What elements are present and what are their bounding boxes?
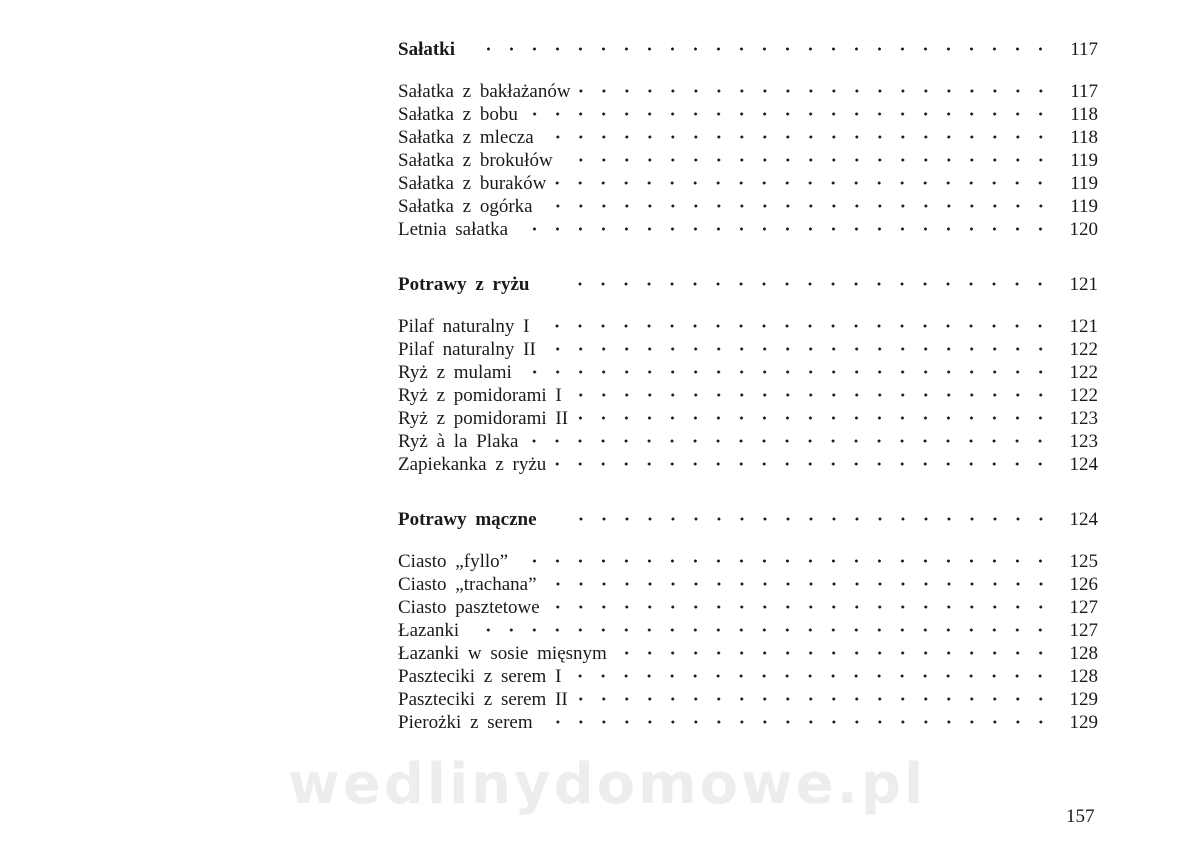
dot-leader	[467, 628, 1052, 632]
entry-title: Łazanki w sosie mięsnym	[398, 643, 607, 664]
dot-leader	[569, 674, 1052, 678]
toc-entry	[398, 573, 1098, 596]
toc-entry	[398, 195, 1098, 218]
entry-title: Sałatka z brokułów	[398, 150, 553, 171]
dot-leader	[545, 582, 1052, 586]
entry-title: Ciasto „fyllo”	[398, 551, 509, 572]
entry-title: Sałatka z buraków	[398, 173, 547, 194]
dot-leader	[544, 347, 1052, 351]
toc-entry	[398, 642, 1098, 665]
toc-entry	[398, 338, 1098, 361]
dot-leader	[561, 282, 1052, 286]
entry-page-number: 123	[1069, 431, 1098, 452]
entry-page-number: 129	[1069, 712, 1098, 733]
entry-title: Ryż z pomidorami I	[398, 385, 562, 406]
section-heading	[398, 36, 1098, 64]
toc-entry	[398, 218, 1098, 241]
toc-entry	[398, 361, 1098, 384]
dot-leader	[548, 605, 1052, 609]
toc-entry	[398, 126, 1098, 149]
toc-entry	[398, 103, 1098, 126]
entry-page-number: 127	[1069, 620, 1098, 641]
entry-title: Sałatka z bakłażanów	[398, 81, 571, 102]
toc-entry	[398, 596, 1098, 619]
dot-leader	[576, 416, 1052, 420]
toc-entry	[398, 80, 1098, 103]
entry-title: Sałatka z ogórka	[398, 196, 533, 217]
entry-page-number: 118	[1070, 104, 1098, 125]
entry-page-number: 123	[1069, 408, 1098, 429]
dot-leader	[537, 324, 1052, 328]
dot-leader	[526, 439, 1052, 443]
entry-page-number: 122	[1069, 362, 1098, 383]
section-heading	[398, 506, 1098, 534]
toc-entry	[398, 172, 1098, 195]
entry-title: Pilaf naturalny II	[398, 339, 536, 360]
entry-page-number: 125	[1069, 551, 1098, 572]
entry-page-number: 128	[1069, 666, 1098, 687]
page-folio-number: 157	[1066, 806, 1095, 827]
dot-leader	[520, 370, 1052, 374]
toc-entry	[398, 550, 1098, 573]
heading-title: Potrawy z ryżu	[398, 274, 530, 295]
section-potrawy-z-ryzu	[398, 271, 1098, 476]
table-of-contents	[398, 36, 1098, 764]
entry-page-number: 126	[1069, 574, 1098, 595]
entry-title: Ciasto pasztetowe	[398, 597, 540, 618]
entry-title: Ciasto „trachana”	[398, 574, 537, 595]
toc-entry	[398, 430, 1098, 453]
heading-page-number: 121	[1069, 274, 1098, 295]
dot-leader	[542, 135, 1052, 139]
dot-leader	[576, 697, 1052, 701]
heading-title: Sałatki	[398, 39, 456, 60]
dot-leader	[526, 112, 1052, 116]
entry-title: Sałatka z mlecza	[398, 127, 534, 148]
dot-leader	[615, 651, 1052, 655]
toc-entry	[398, 453, 1098, 476]
dot-leader	[541, 204, 1052, 208]
dot-leader	[541, 720, 1052, 724]
entry-page-number: 122	[1069, 339, 1098, 360]
section-potrawy-maczne	[398, 506, 1098, 734]
toc-entry	[398, 619, 1098, 642]
entry-title: Pilaf naturalny I	[398, 316, 530, 337]
entry-title: Sałatka z bobu	[398, 104, 518, 125]
watermark: wedlinydomowe.pl	[288, 752, 927, 817]
toc-entry	[398, 384, 1098, 407]
entry-page-number: 122	[1069, 385, 1098, 406]
entry-page-number: 119	[1070, 150, 1098, 171]
entry-title: Pierożki z serem	[398, 712, 533, 733]
entry-page-number: 129	[1069, 689, 1098, 710]
entry-page-number: 128	[1069, 643, 1098, 664]
heading-page-number: 117	[1070, 39, 1098, 60]
section-heading	[398, 271, 1098, 299]
entry-page-number: 119	[1070, 173, 1098, 194]
entry-page-number: 119	[1070, 196, 1098, 217]
entry-page-number: 118	[1070, 127, 1098, 148]
dot-leader	[554, 462, 1052, 466]
toc-entry	[398, 407, 1098, 430]
entry-title: Ryż z mulami	[398, 362, 512, 383]
toc-entry	[398, 711, 1098, 734]
entry-title: Letnia sałatka	[398, 219, 509, 240]
heading-title: Potrawy mączne	[398, 509, 537, 530]
entry-title: Ryż z pomidorami II	[398, 408, 569, 429]
toc-entry	[398, 149, 1098, 172]
dot-leader	[487, 47, 1052, 51]
dot-leader	[561, 158, 1052, 162]
dot-leader	[579, 89, 1052, 93]
entry-title: Ryż à la Plaka	[398, 431, 519, 452]
dot-leader	[516, 559, 1052, 563]
entry-title: Łazanki	[398, 620, 460, 641]
toc-entry	[398, 315, 1098, 338]
section-salatki	[398, 36, 1098, 241]
heading-page-number: 124	[1069, 509, 1098, 530]
entry-title: Paszteciki z serem II	[398, 689, 568, 710]
dot-leader	[554, 181, 1052, 185]
toc-entry	[398, 665, 1098, 688]
dot-leader	[516, 227, 1052, 231]
entry-page-number: 120	[1069, 219, 1098, 240]
entry-page-number: 121	[1069, 316, 1098, 337]
entry-page-number: 117	[1070, 81, 1098, 102]
dot-leader	[570, 393, 1052, 397]
entry-page-number: 127	[1069, 597, 1098, 618]
entry-title: Paszteciki z serem I	[398, 666, 562, 687]
dot-leader	[569, 517, 1052, 521]
toc-entry	[398, 688, 1098, 711]
entry-title: Zapiekanka z ryżu	[398, 454, 547, 475]
entry-page-number: 124	[1069, 454, 1098, 475]
